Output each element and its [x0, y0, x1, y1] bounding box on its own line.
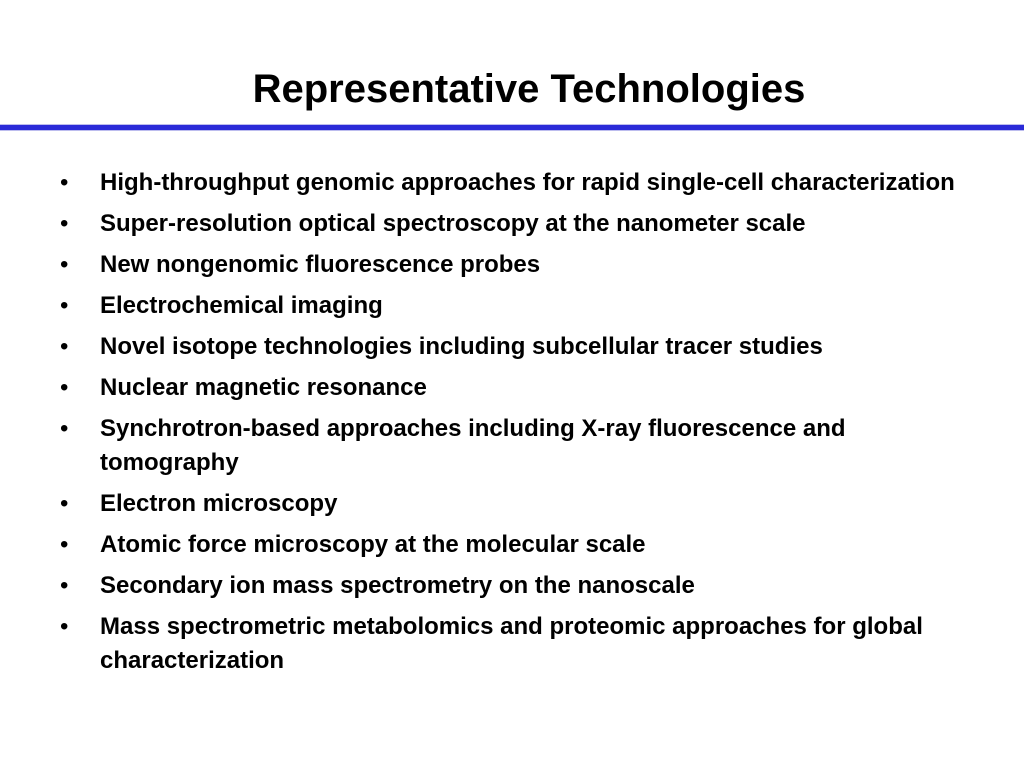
title-divider	[0, 125, 1024, 130]
list-item-text: Secondary ion mass spectrometry on the nanoscale	[100, 572, 695, 599]
bullet-icon: •	[60, 169, 69, 196]
list-item	[60, 487, 980, 521]
bullet-icon: •	[60, 251, 69, 278]
list-item-text: Super-resolution optical spectroscopy at the nanometer scale	[100, 210, 806, 237]
list-item-text: Novel isotope technologies including subcellular tracer studies	[100, 333, 823, 360]
list-item	[60, 248, 980, 282]
list-item-text: Electron microscopy	[100, 490, 338, 517]
bullet-icon: •	[60, 613, 69, 640]
list-item-text: Mass spectrometric metabolomics and proteomic approaches for global characterization	[100, 613, 923, 674]
bullet-icon: •	[60, 292, 69, 319]
list-item	[60, 207, 980, 241]
list-item	[60, 371, 980, 405]
list-item	[60, 569, 980, 603]
bullet-icon: •	[60, 415, 69, 442]
bullet-icon: •	[60, 572, 69, 599]
bullet-icon: •	[60, 490, 69, 517]
bullet-icon: •	[60, 531, 69, 558]
list-item	[60, 289, 980, 323]
list-item-text: High-throughput genomic approaches for rapid single-cell characterization	[100, 169, 955, 196]
list-item-text: Synchrotron-based approaches including X-ray fluorescence and tomography	[100, 415, 846, 476]
list-item	[60, 330, 980, 364]
list-item-text: Atomic force microscopy at the molecular scale	[100, 531, 646, 558]
slide-title: Representative Technologies	[252, 66, 806, 111]
bullet-icon: •	[60, 210, 69, 237]
list-item-text: Electrochemical imaging	[100, 292, 383, 319]
list-item	[60, 610, 980, 678]
list-item	[60, 412, 980, 480]
list-item	[60, 166, 980, 200]
technology-list	[60, 166, 980, 685]
list-item-text: New nongenomic fluorescence probes	[100, 251, 541, 278]
list-item-text: Nuclear magnetic resonance	[100, 374, 427, 401]
bullet-icon: •	[60, 333, 69, 360]
bullet-icon: •	[60, 374, 69, 401]
list-item	[60, 528, 980, 562]
